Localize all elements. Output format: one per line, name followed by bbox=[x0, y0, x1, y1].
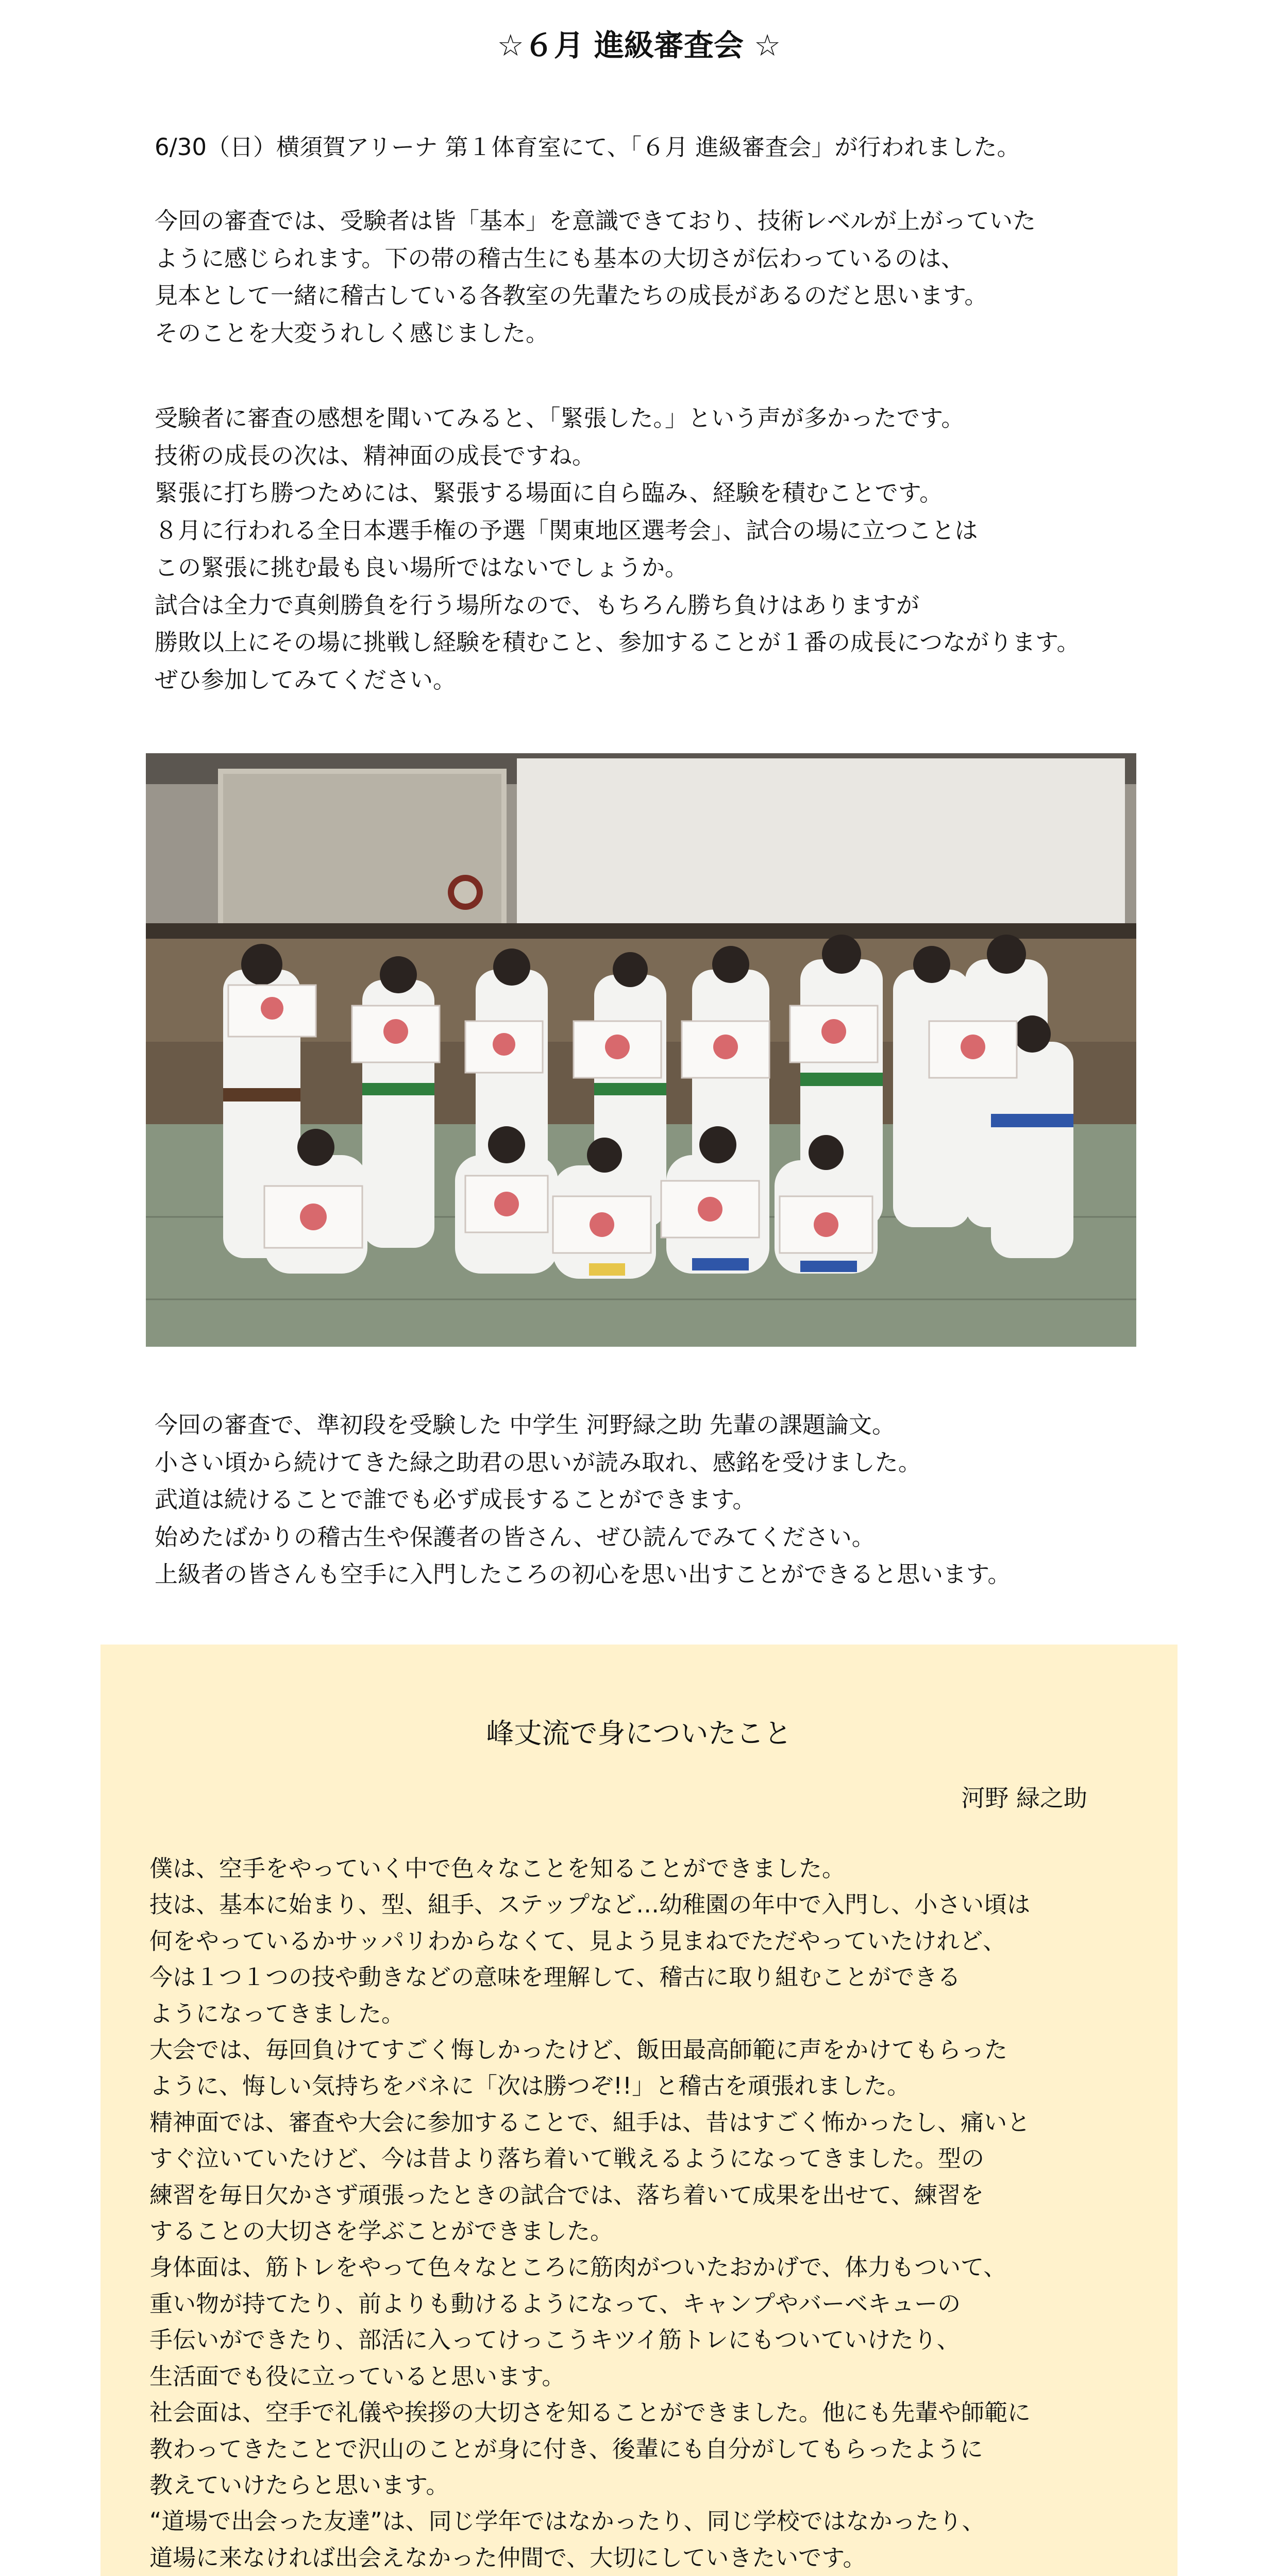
essay-line: 精神面では、審査や大会に参加することで、組手は、昔はすごく怖かったし、痛いと bbox=[149, 2108, 1031, 2136]
essay-title: 峰丈流で身についたこと bbox=[486, 1717, 792, 1750]
essay-line: 技は、基本に始まり、型、組手、ステップなど…幼稚園の年中で入門し、小さい頃は bbox=[149, 1891, 1031, 1919]
text-line: そのことを大変うれしく感じました。 bbox=[155, 319, 549, 347]
essay-line: 教えていけたらと思います。 bbox=[149, 2471, 449, 2499]
text-line: 6/30（日）横須賀アリーナ 第１体育室にて、「６月 進級審査会」が行われました。 bbox=[155, 133, 1020, 161]
essay-line: 手伝いができたり、部活に入ってけっこうキツイ筋トレにもついていけたり、 bbox=[149, 2326, 960, 2354]
essay-line: することの大切さを学ぶことができました。 bbox=[149, 2217, 614, 2245]
essay-line: 重い物が持てたり、前よりも動けるようになって、キャンプやバーベキューの bbox=[149, 2290, 961, 2317]
essay-line: “道場で出会った友達”は、同じ学年ではなかったり、同じ学校ではなかったり、 bbox=[149, 2507, 985, 2535]
essay-line: 身体面は、筋トレをやって色々なところに筋肉がついたおかげで、体力もついて、 bbox=[149, 2253, 1007, 2281]
essay-author: 河野 緑之助 bbox=[961, 1784, 1087, 1812]
text-line: 小さい頃から続けてきた緑之助君の思いが読み取れ、感銘を受けました。 bbox=[155, 1448, 921, 1476]
text-line: 受験者に審査の感想を聞いてみると、「緊張した。」という声が多かったです。 bbox=[155, 404, 965, 432]
review-paragraph bbox=[155, 202, 1226, 352]
text-line: 緊張に打ち勝つためには、緊張する場面に自ら臨み、経験を積むことです。 bbox=[155, 479, 943, 506]
text-line: ように感じられます。下の帯の稽古生にも基本の大切さが伝わっているのは、 bbox=[155, 244, 964, 272]
essay-line: 今は１つ１つの技や動きなどの意味を理解して、稽古に取り組むことができる bbox=[149, 1963, 961, 1991]
intro-paragraph bbox=[155, 129, 1226, 166]
text-line: 始めたばかりの稽古生や保護者の皆さん、ぜひ読んでみてください。 bbox=[155, 1523, 875, 1551]
essay-line: 大会では、毎回負けてすごく悔しかったけど、飯田最高師範に声をかけてもらった bbox=[149, 2036, 1008, 2064]
text-line: 試合は全力で真剣勝負を行う場所なので、もちろん勝ち負けはありますが bbox=[155, 591, 920, 619]
group-photo bbox=[146, 753, 1136, 1347]
text-line: 上級者の皆さんも空手に入門したころの初心を思い出すことができると思います。 bbox=[155, 1561, 1011, 1588]
essay-introduction bbox=[155, 1406, 1226, 1594]
text-line: 今回の審査では、受験者は皆「基本」を意識できており、技術レベルが上がっていた bbox=[155, 207, 1036, 234]
text-line: ８月に行われる全日本選手権の予選「関東地区選考会」、試合の場に立つことは bbox=[155, 516, 978, 544]
essay-line: 教わってきたことで沢山のことが身に付き、後輩にも自分がしてもらったように bbox=[149, 2435, 983, 2463]
text-line: この緊張に挑む最も良い場所ではないでしょうか。 bbox=[155, 554, 688, 581]
essay-line: 社会面は、空手で礼儀や挨拶の大切さを知ることができました。他にも先輩や師範に bbox=[149, 2399, 1031, 2427]
page-title: ☆６月 進級審査会 ☆ bbox=[497, 28, 781, 63]
essay-line: ように、悔しい気持ちをバネに「次は勝つぞ!!」と稽古を頑張れました。 bbox=[149, 2072, 911, 2100]
essay-line: ようになってきました。 bbox=[149, 1999, 405, 2027]
essay-line: 道場に来なければ出会えなかった仲間で、大切にしていきたいです。 bbox=[149, 2544, 866, 2571]
text-line: 勝敗以上にその場に挑戦し経験を積むこと、参加することが１番の成長につながります。 bbox=[155, 629, 1080, 656]
text-line: ぜひ参加してみてください。 bbox=[155, 666, 457, 693]
text-line: 武道は続けることで誰でも必ず成長することができます。 bbox=[155, 1486, 756, 1513]
text-line: 技術の成長の次は、精神面の成長ですね。 bbox=[155, 442, 596, 469]
essay-line: 何をやっているかサッパリわからなくて、見よう見まねでただやっていたけれど、 bbox=[149, 1927, 1006, 1955]
essay-line: 生活面でも役に立っていると思います。 bbox=[149, 2362, 565, 2390]
tension-paragraph bbox=[155, 400, 1226, 699]
text-line: 今回の審査で、準初段を受験した 中学生 河野緑之助 先輩の課題論文。 bbox=[155, 1411, 896, 1438]
essay-line: 練習を毎日欠かさず頑張ったときの試合では、落ち着いて成果を出せて、練習を bbox=[149, 2181, 984, 2209]
essay-line: すぐ泣いていたけど、今は昔より落ち着いて戦えるようになってきました。型の bbox=[149, 2145, 985, 2173]
text-line: 見本として一緒に稽古している各教室の先輩たちの成長があるのだと思います。 bbox=[155, 282, 988, 309]
essay-line: 僕は、空手をやっていく中で色々なことを知ることができました。 bbox=[149, 1855, 846, 1882]
essay-body bbox=[149, 1851, 1180, 2576]
